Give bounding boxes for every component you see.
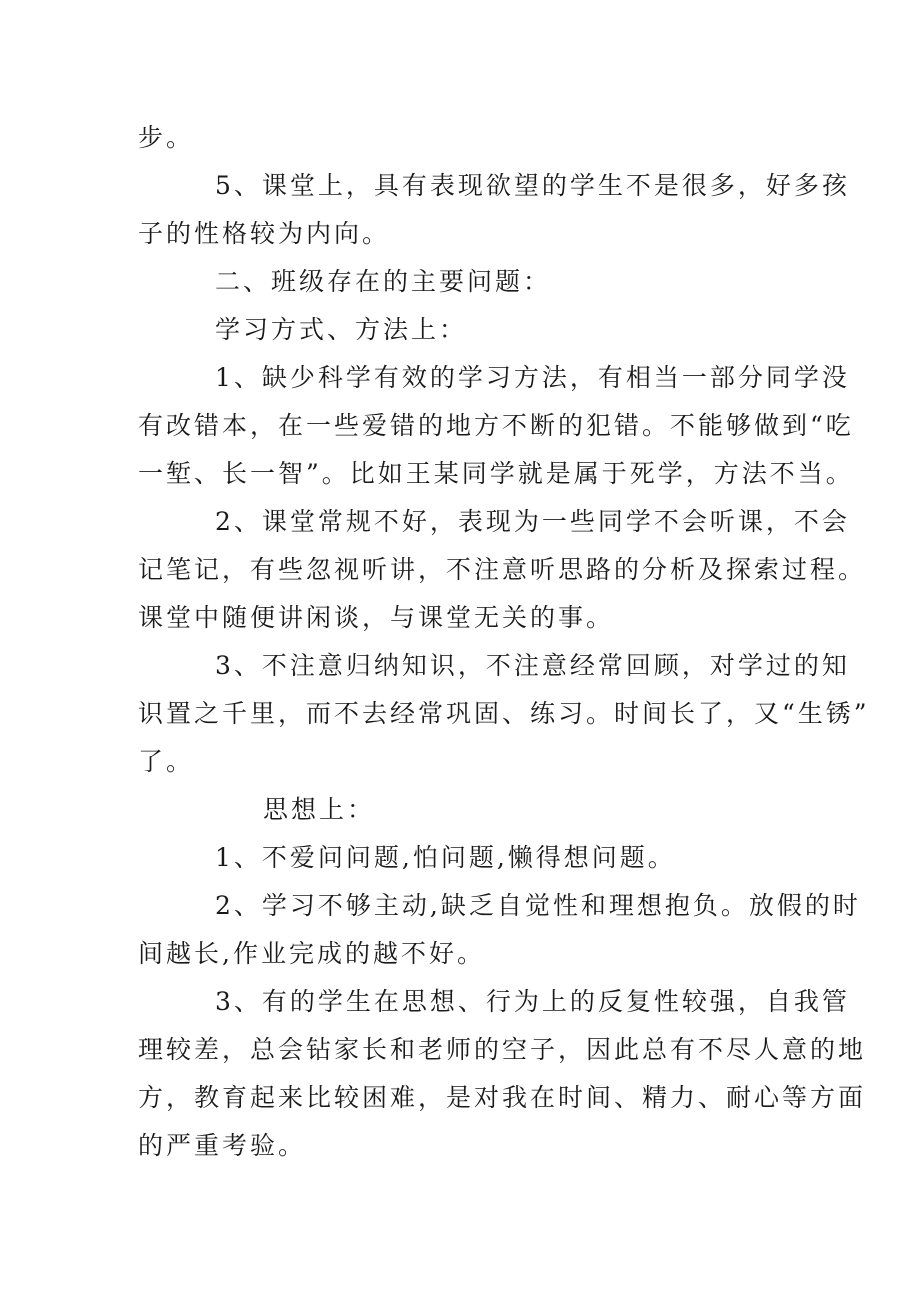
paragraph-line: 识置之千里，而不去经常巩固、练习。时间长了，又“生锈” <box>138 699 870 728</box>
section-heading: 二、班级存在的主要问题： <box>215 267 552 296</box>
subsection-heading: 学习方式、方法上： <box>215 315 468 344</box>
paragraph-line: 1、不爱问问题,怕问题,懒得想问题。 <box>215 843 676 872</box>
paragraph-line: 5、课堂上，具有表现欲望的学生不是很多，好多孩 <box>215 171 850 200</box>
paragraph-line: 2、课堂常规不好，表现为一些同学不会听课，不会 <box>215 507 850 536</box>
paragraph-line: 记笔记，有些忽视听讲，不注意听思路的分析及探索过程。 <box>138 555 867 584</box>
paragraph-line: 理较差，总会钻家长和老师的空子，因此总有不尽人意的地 <box>138 1035 867 1064</box>
paragraph-line: 了。 <box>138 747 195 776</box>
subsection-heading: 思想上： <box>263 795 376 824</box>
paragraph-line: 3、有的学生在思想、行为上的反复性较强，自我管 <box>215 987 850 1016</box>
paragraph-line: 3、不注意归纳知识，不注意经常回顾，对学过的知 <box>215 651 850 680</box>
paragraph-line: 步。 <box>138 123 195 152</box>
paragraph-line: 方，教育起来比较困难，是对我在时间、精力、耐心等方面 <box>138 1083 867 1112</box>
paragraph-line: 子的性格较为内向。 <box>138 219 391 248</box>
paragraph-line: 课堂中随便讲闲谈，与课堂无关的事。 <box>138 603 615 632</box>
paragraph-line: 一堑、长一智”。比如王某同学就是属于死学，方法不当。 <box>138 459 854 488</box>
paragraph-line: 1、缺少科学有效的学习方法，有相当一部分同学没 <box>215 363 850 392</box>
paragraph-line: 2、学习不够主动,缺乏自觉性和理想抱负。放假的时 <box>215 891 861 920</box>
paragraph-line: 间越长,作业完成的越不好。 <box>138 939 485 968</box>
paragraph-line: 有改错本，在一些爱错的地方不断的犯错。不能够做到“吃 <box>138 411 854 440</box>
paragraph-line: 的严重考验。 <box>138 1131 307 1160</box>
